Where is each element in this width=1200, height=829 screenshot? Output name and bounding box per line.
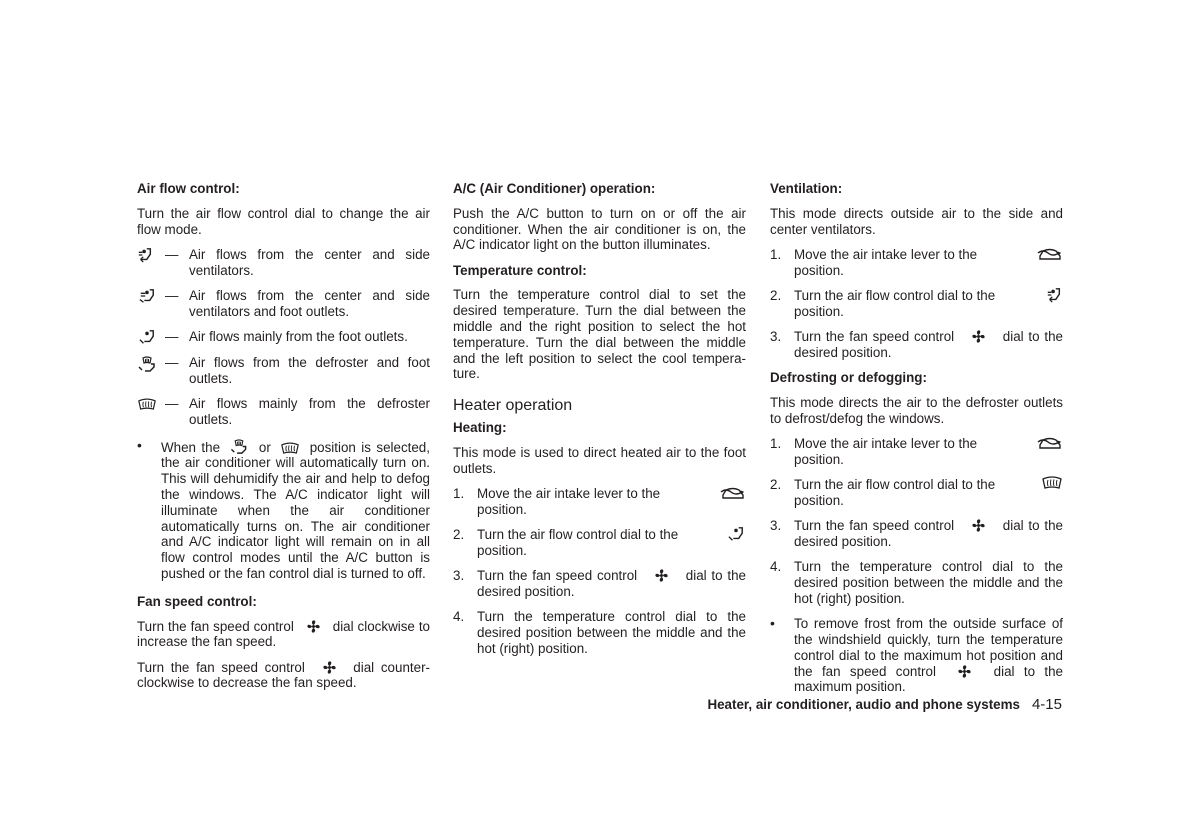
- heating-heading: Heating:: [453, 420, 507, 436]
- heating-step: 3. Turn the fan speed control dial to the desired position.: [453, 568, 746, 600]
- fan-icon: [322, 660, 337, 675]
- defrost-foot-mode-icon: [137, 355, 165, 387]
- vent-mode-icon: [137, 247, 165, 279]
- temperature-heading: Temperature control:: [453, 262, 587, 278]
- vent-mode-icon: [1045, 287, 1063, 303]
- fan-speed-heading: Fan speed control:: [137, 593, 257, 609]
- air-flow-heading: Air flow control:: [137, 181, 240, 196]
- defrost-heading: Defrosting or defogging:: [770, 370, 927, 386]
- defrost-intro: This mode directs the air to the defroster outlets to defrost/defog the windows.: [770, 394, 1063, 426]
- air-flow-mode-text: Air flows from the defroster and foot outlets.: [189, 355, 430, 387]
- fan-speed-paragraph: Turn the fan speed control dial counter-clockwise to decrease the fan speed.: [137, 659, 430, 691]
- fan-icon: [957, 664, 972, 679]
- air-flow-mode-text: Air flows mainly from the foot outlets.: [189, 329, 408, 345]
- temperature-paragraph: Turn the temperature control dial to set the desired temperature. Turn the dial between the middle and the right position to select the hot temperature. Turn the dial between the middle and the left position to select the cool tempera-ture.: [453, 287, 746, 382]
- fan-icon: [306, 619, 321, 634]
- defrost-mode-icon: [137, 396, 165, 428]
- outside-air-icon: [1037, 435, 1063, 451]
- ventilation-step: 3. Turn the fan speed control dial to the desired position.: [770, 329, 1063, 360]
- defrost-foot-mode-icon: [229, 438, 249, 455]
- air-flow-mode-item: — Air flows from the center and side ventilators and foot outlets.: [137, 288, 430, 320]
- fan-icon: [654, 568, 669, 583]
- defrost-step: 4. Turn the temperature control dial to the desired position between the middle and the hot (right) position.: [770, 559, 1063, 606]
- bullet-item: • To remove frost from the outside surface of the windshield quickly, turn the temperature control dial to the maximum hot position and the fan speed control dial to the maximum position.: [770, 615, 1063, 695]
- defrost-mode-icon: [280, 442, 300, 455]
- heating-step: 4. Turn the temperature control dial to the desired position between the middle and the hot (right) position.: [453, 609, 746, 657]
- air-flow-mode-text: Air flows from the center and side ventilators.: [189, 246, 430, 278]
- outside-air-icon: [1037, 246, 1063, 262]
- column-right: [770, 181, 1063, 705]
- air-flow-mode-item: — Air flows from the center and side ventilators.: [137, 247, 430, 279]
- fan-icon: [971, 518, 986, 533]
- air-flow-mode-text: Air flows from the center and side ventilators and foot outlets.: [189, 287, 430, 319]
- air-flow-mode-text: Air flows mainly from the defroster outlets.: [189, 396, 430, 428]
- defrost-step: 1. Move the air intake lever to the position.: [770, 436, 1063, 468]
- ventilation-heading: Ventilation:: [770, 181, 843, 196]
- page-number: 4-15: [1031, 696, 1062, 713]
- heating-step: 2. Turn the air flow control dial to the position.: [453, 527, 746, 559]
- defrost-step: 3. Turn the fan speed control dial to the desired position.: [770, 518, 1063, 550]
- outside-air-icon: [720, 485, 746, 501]
- footer-section-title: Heater, air conditioner, audio and phone systems: [707, 697, 1020, 712]
- bullet-item: • When the or position is selected, the air conditioner will automatically turn on. This will dehumidify the air and help to defog the windows. The A/C indicator light will illuminate when the air conditioner automatically turns on. The air conditioner and A/C indicator light will remain on in all flow control modes until the A/C button is pushed or the fan control dial is turned to off.: [137, 436, 430, 581]
- column-left: [137, 181, 430, 701]
- defrost-mode-icon: [1041, 476, 1063, 490]
- column-middle: [453, 181, 746, 666]
- fan-icon: [971, 329, 986, 344]
- heating-intro: This mode is used to direct heated air to the foot outlets.: [453, 445, 746, 476]
- page-footer: [660, 697, 1062, 713]
- foot-mode-icon: [137, 329, 165, 346]
- ventilation-intro: This mode directs outside air to the side and center ventilators.: [770, 205, 1063, 237]
- fan-speed-paragraph: Turn the fan speed control dial clockwise to increase the fan speed.: [137, 618, 430, 650]
- air-flow-mode-item: — Air flows from the defroster and foot outlets.: [137, 355, 430, 387]
- ventilation-step: 1. Move the air intake lever to the position.: [770, 247, 1063, 279]
- foot-mode-icon: [726, 526, 746, 542]
- defrost-step: 2. Turn the air flow control dial to the position.: [770, 477, 1063, 509]
- ventilation-step: 2. Turn the air flow control dial to the position.: [770, 288, 1063, 320]
- air-flow-intro: Turn the air flow control dial to change the air flow mode.: [137, 205, 430, 237]
- air-flow-mode-item: — Air flows mainly from the defroster outlets.: [137, 396, 430, 428]
- ac-heading: A/C (Air Conditioner) operation:: [453, 181, 656, 196]
- heating-step: 1. Move the air intake lever to the position.: [453, 486, 746, 518]
- bilevel-mode-icon: [137, 288, 165, 320]
- heater-operation-title: Heater operation: [453, 397, 573, 415]
- ac-paragraph: Push the A/C button to turn on or off the air conditioner. When the air conditioner is on, the A/C indicator light on the button illuminates.: [453, 205, 746, 253]
- air-flow-mode-item: — Air flows mainly from the foot outlets.: [137, 329, 430, 346]
